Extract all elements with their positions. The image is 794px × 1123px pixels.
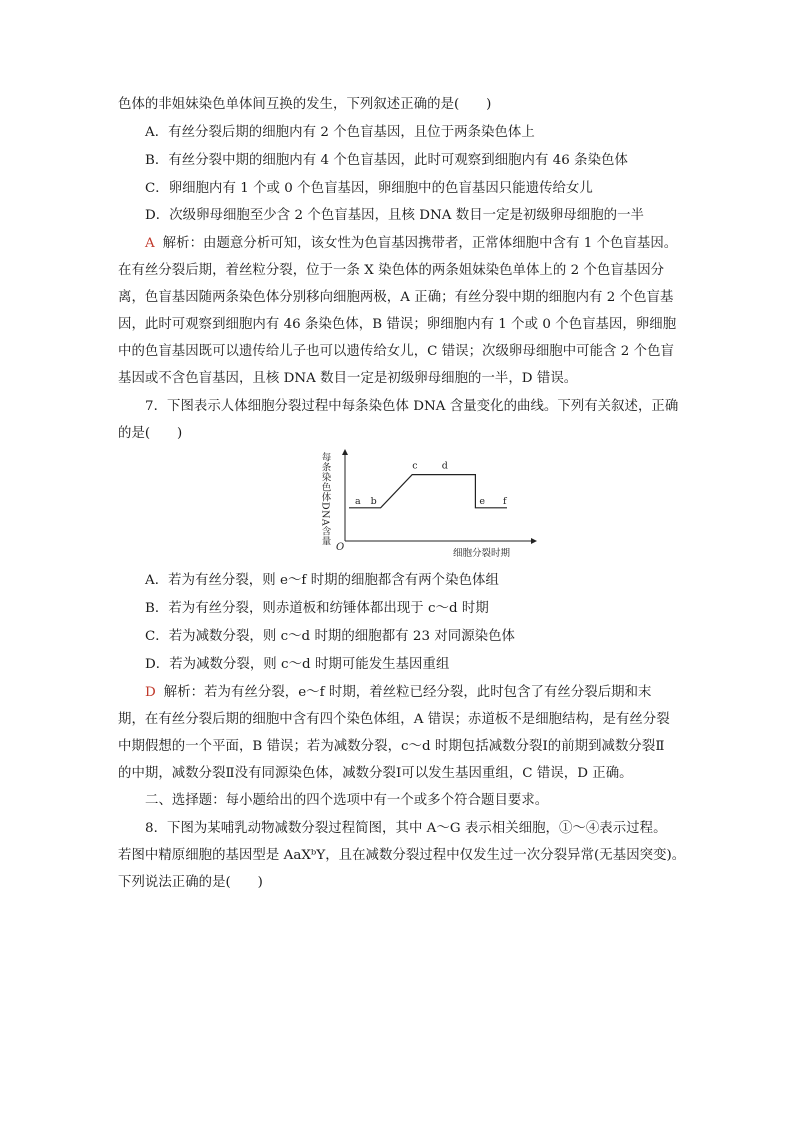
q8-stem: 下列说法正确的是( ): [118, 875, 263, 890]
q6-analysis-line: 基因或不含色盲基因，且核 DNA 数目一定是初级卵母细胞的一半，D 错误。: [118, 371, 578, 386]
q7-answer: D: [145, 685, 156, 700]
point-label-f: f: [503, 495, 507, 507]
q6-analysis-line: 中的色盲基因既可以遗传给儿子也可以遗传给女儿，C 错误；次级卵母细胞中可能含 2 个色盲: [118, 344, 674, 359]
q6-option-d: D．次级卵母细胞至少含 2 个色盲基因，且核 DNA 数目一定是初级卵母细胞的一半: [145, 208, 644, 223]
point-label-a: a: [355, 495, 361, 507]
q6-analysis-line: 因，此时可观察到细胞内有 46 条染色体，B 错误；卵细胞内有 1 个或 0 个色盲基因，卵细胞: [118, 317, 677, 332]
q8-stem: 若图中精原细胞的基因型是 AaXᵇY，且在减数分裂过程中仅发生过一次分裂异常(无基因突变)。: [118, 848, 686, 863]
q8-stem: 8．下图为某哺乳动物减数分裂过程简图，其中 A～G 表示相关细胞，①～④表示过程。: [145, 821, 667, 836]
q6-stem: 色体的非姐妹染色单体间互换的发生，下列叙述正确的是( ): [118, 97, 492, 112]
q6-option-a: A．有丝分裂后期的细胞内有 2 个色盲基因，且位于两条染色体上: [145, 125, 535, 140]
point-label-c: c: [412, 460, 418, 472]
q7-option-b: B．若为有丝分裂，则赤道板和纺锤体都出现于 c～d 时期: [145, 601, 489, 616]
point-label-e: e: [479, 495, 486, 507]
section-heading: 二、选择题：每小题给出的四个选项中有一个或多个符合题目要求。: [145, 793, 549, 808]
q7-option-c: C．若为减数分裂，则 c～d 时期的细胞都有 23 对同源染色体: [145, 629, 515, 644]
origin-label: O: [336, 542, 345, 553]
dna-content-chart: [310, 444, 540, 564]
q7-analysis-line: 期，在有丝分裂后期的细胞中含有四个染色体组，A 错误；赤道板不是细胞结构，是有丝分裂: [118, 712, 670, 727]
q6-analysis-line: A 解析：由题意分析可知，该女性为色盲基因携带者，正常体细胞中含有 1 个色盲基因。: [145, 236, 678, 251]
q7-analysis-line: D 解析：若为有丝分裂，e～f 时期，着丝粒已经分裂，此时包含了有丝分裂后期和末: [145, 685, 652, 700]
point-label-b: b: [370, 495, 377, 507]
q6-analysis-line: 在有丝分裂后期，着丝粒分裂，位于一条 X 染色体的两条姐妹染色单体上的 2 个色盲基因分: [118, 263, 665, 278]
q7-analysis-line: 的中期，减数分裂Ⅱ没有同源染色体，减数分裂Ⅰ可以发生基因重组，C 错误，D 正确。: [118, 766, 633, 781]
q6-option-b: B．有丝分裂中期的细胞内有 4 个色盲基因，此时可观察到细胞内有 46 条染色体: [145, 153, 628, 168]
q6-answer: A: [145, 236, 155, 251]
q7-option-a: A．若为有丝分裂，则 e～f 时期的细胞都含有两个染色体组: [145, 573, 499, 588]
q7-stem: 7．下图表示人体细胞分裂过程中每条染色体 DNA 含量变化的曲线。下列有关叙述，正确: [145, 399, 679, 414]
x-axis-label: 细胞分裂时期: [453, 548, 511, 559]
y-axis-label: 每条染色体DNA含量: [319, 452, 331, 547]
q7-option-d: D．若为减数分裂，则 c～d 时期可能发生基因重组: [145, 657, 450, 672]
q7-stem: 的是( ): [118, 426, 183, 441]
q7-analysis-line: 中期假想的一个平面，B 错误；若为减数分裂，c～d 时期包括减数分裂Ⅰ的前期到减数分裂Ⅱ: [118, 739, 665, 754]
point-label-d: d: [441, 460, 448, 472]
q6-option-c: C．卵细胞内有 1 个或 0 个色盲基因，卵细胞中的色盲基因只能遗传给女儿: [145, 181, 593, 196]
q6-analysis-line: 离，色盲基因随两条染色体分别移向细胞两极，A 正确；有丝分裂中期的细胞内有 2 个色盲基: [118, 290, 674, 305]
